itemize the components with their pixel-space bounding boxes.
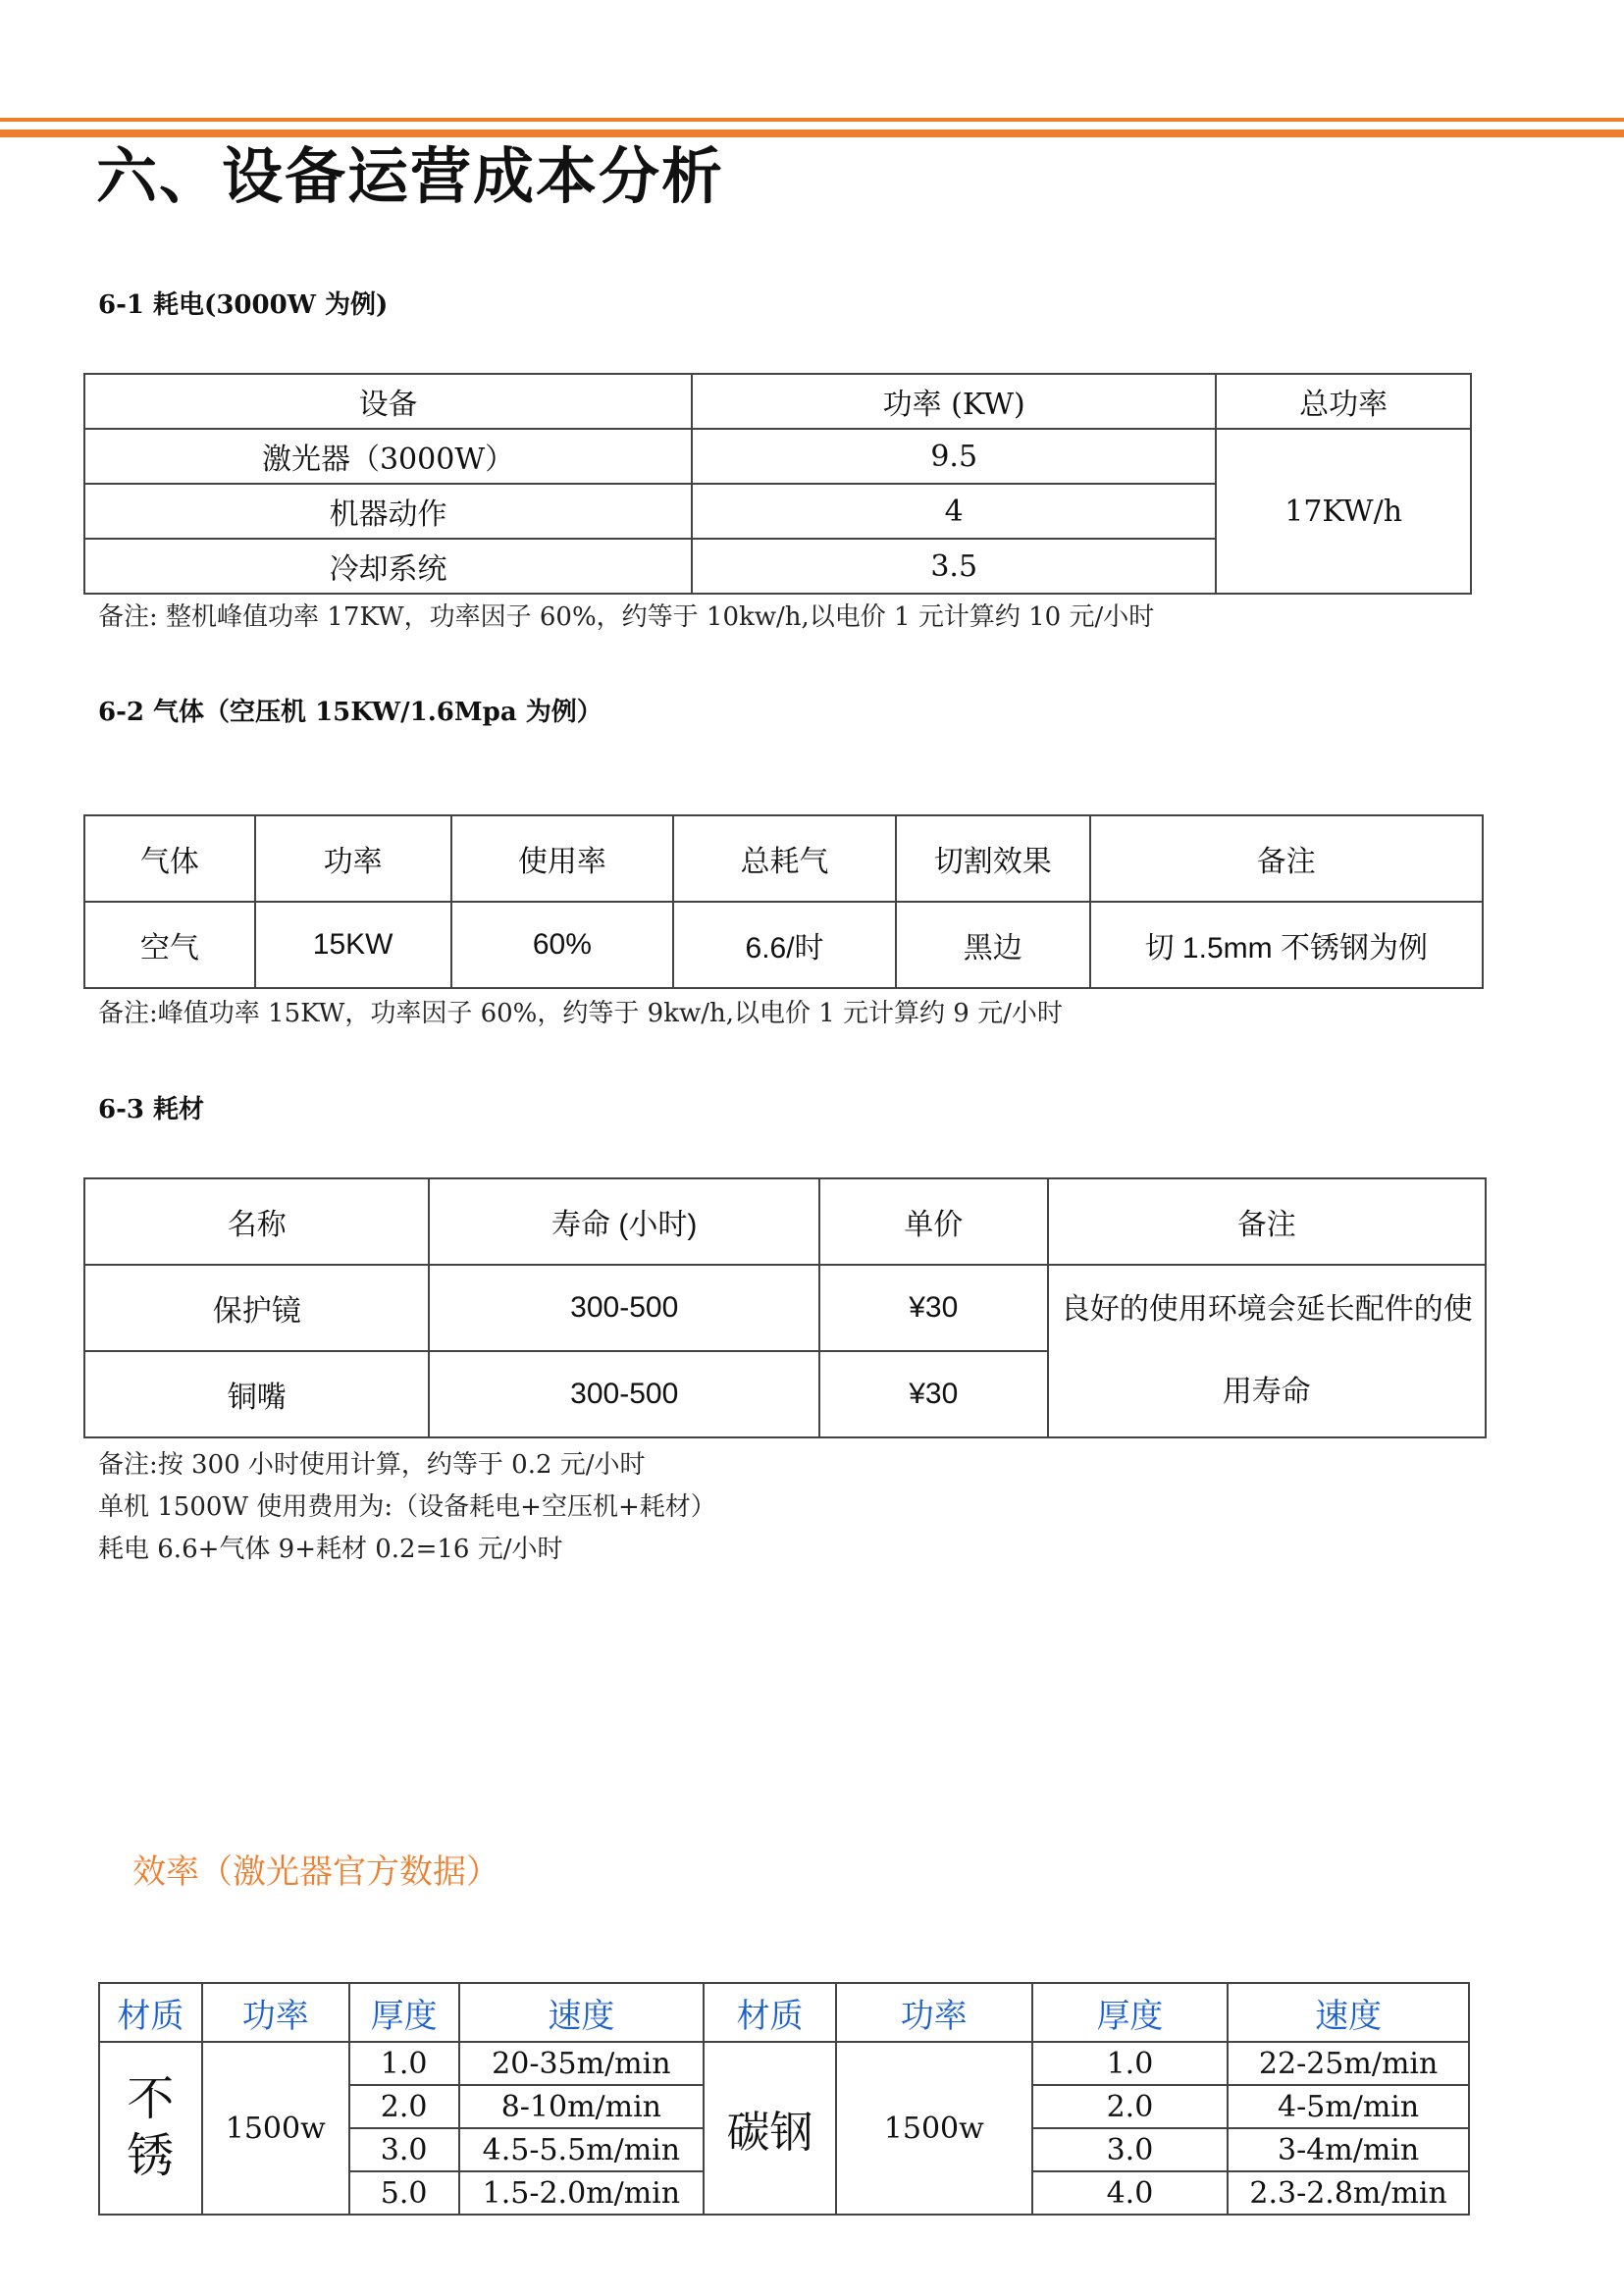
cell-power: 9.5 <box>692 429 1216 484</box>
cell-power: 4 <box>692 484 1216 539</box>
cell-speed: 4.5-5.5m/min <box>459 2128 705 2171</box>
col-header: 备注 <box>1048 1178 1486 1265</box>
cell-name: 铜嘴 <box>84 1351 429 1437</box>
cell-material-left <box>99 2042 202 2215</box>
col-header: 使用率 <box>451 815 674 902</box>
table-header-row <box>84 374 1471 429</box>
total-cost-result: 耗电 6.6+气体 9+耗材 0.2=16 元/小时 <box>98 1535 563 1564</box>
cell-life: 300-500 <box>429 1265 818 1351</box>
col-header: 备注 <box>1090 815 1483 902</box>
cell-total-gas: 6.6/时 <box>673 902 896 988</box>
cell-thickness: 2.0 <box>349 2085 459 2128</box>
col-header: 材质 <box>99 1983 202 2042</box>
col-header: 功率 <box>202 1983 349 2042</box>
cell-power-right: 1500w <box>836 2042 1032 2215</box>
cell-thickness: 2.0 <box>1032 2085 1229 2128</box>
cell-thickness: 1.0 <box>1032 2042 1229 2085</box>
cell-price: ¥30 <box>819 1265 1048 1351</box>
cell-gas: 空气 <box>84 902 255 988</box>
col-header: 名称 <box>84 1178 429 1265</box>
cell-total-power: 17KW/h <box>1216 429 1471 594</box>
col-header: 气体 <box>84 815 255 902</box>
gas-note: 备注:峰值功率 15KW，功率因子 60%，约等于 9kw/h,以电价 1 元计算约 9 元/小时 <box>98 999 1063 1028</box>
section-heading-gas: 6-2 气体（空压机 15KW/1.6Mpa 为例） <box>98 698 602 727</box>
cell-thickness: 5.0 <box>349 2171 459 2215</box>
cell-speed: 3-4m/min <box>1228 2128 1469 2171</box>
material-char: 锈 <box>127 2128 175 2183</box>
cell-speed: 8-10m/min <box>459 2085 705 2128</box>
power-table <box>83 373 1472 595</box>
cell-thickness: 3.0 <box>1032 2128 1229 2171</box>
efficiency-table <box>98 1982 1470 2216</box>
table-header-row <box>84 815 1483 902</box>
cell-remark: 切 1.5mm 不锈钢为例 <box>1090 902 1483 988</box>
cell-thickness: 1.0 <box>349 2042 459 2085</box>
cell-speed: 4-5m/min <box>1228 2085 1469 2128</box>
cell-device: 激光器（3000W） <box>84 429 692 484</box>
table-row <box>99 2042 1469 2085</box>
page-title: 六、设备运营成本分析 <box>96 140 725 212</box>
col-header: 设备 <box>84 374 692 429</box>
cell-speed: 22-25m/min <box>1228 2042 1469 2085</box>
section-heading-consumables: 6-3 耗材 <box>98 1095 205 1124</box>
power-note: 备注: 整机峰值功率 17KW，功率因子 60%，约等于 10kw/h,以电价 1 元计算约 10 元/小时 <box>98 602 1155 632</box>
table-row <box>84 429 1471 484</box>
cell-speed: 20-35m/min <box>459 2042 705 2085</box>
total-cost-formula: 单机 1500W 使用费用为:（设备耗电+空压机+耗材） <box>98 1492 716 1522</box>
cell-power: 15KW <box>255 902 451 988</box>
cell-life: 300-500 <box>429 1351 818 1437</box>
table-row <box>84 902 1483 988</box>
header-rule-thin <box>0 118 1624 122</box>
table-header-row <box>99 1983 1469 2042</box>
col-header: 寿命 (小时) <box>429 1178 818 1265</box>
cell-device: 机器动作 <box>84 484 692 539</box>
col-header: 功率 (KW) <box>692 374 1216 429</box>
cell-usage-rate: 60% <box>451 902 674 988</box>
remark-line: 良好的使用环境会延长配件的使 <box>1060 1293 1473 1326</box>
col-header: 单价 <box>819 1178 1048 1265</box>
cell-thickness: 3.0 <box>349 2128 459 2171</box>
cell-power: 3.5 <box>692 539 1216 594</box>
consumables-note: 备注:按 300 小时使用计算，约等于 0.2 元/小时 <box>98 1450 646 1480</box>
cell-name: 保护镜 <box>84 1265 429 1351</box>
cell-speed: 1.5-2.0m/min <box>459 2171 705 2215</box>
col-header: 切割效果 <box>896 815 1090 902</box>
col-header: 材质 <box>704 1983 836 2042</box>
table-header-row <box>84 1178 1486 1265</box>
cell-material-right: 碳钢 <box>704 2042 836 2215</box>
col-header: 功率 <box>255 815 451 902</box>
col-header: 功率 <box>836 1983 1032 2042</box>
col-header: 总功率 <box>1216 374 1471 429</box>
consumables-table <box>83 1177 1487 1438</box>
col-header: 厚度 <box>1032 1983 1229 2042</box>
col-header: 总耗气 <box>673 815 896 902</box>
table-row <box>84 1265 1486 1351</box>
efficiency-title: 效率（激光器官方数据） <box>132 1853 499 1891</box>
gas-table <box>83 814 1484 989</box>
remark-line: 用寿命 <box>1222 1376 1311 1408</box>
material-char: 不 <box>127 2071 175 2127</box>
cell-cut-effect: 黑边 <box>896 902 1090 988</box>
cell-remark <box>1048 1265 1486 1437</box>
cell-power-left: 1500w <box>202 2042 349 2215</box>
col-header: 速度 <box>1228 1983 1469 2042</box>
cell-thickness: 4.0 <box>1032 2171 1229 2215</box>
cell-speed: 2.3-2.8m/min <box>1228 2171 1469 2215</box>
col-header: 厚度 <box>349 1983 459 2042</box>
col-header: 速度 <box>459 1983 705 2042</box>
cell-device: 冷却系统 <box>84 539 692 594</box>
section-heading-power: 6-1 耗电(3000W 为例) <box>98 290 389 320</box>
cell-price: ¥30 <box>819 1351 1048 1437</box>
